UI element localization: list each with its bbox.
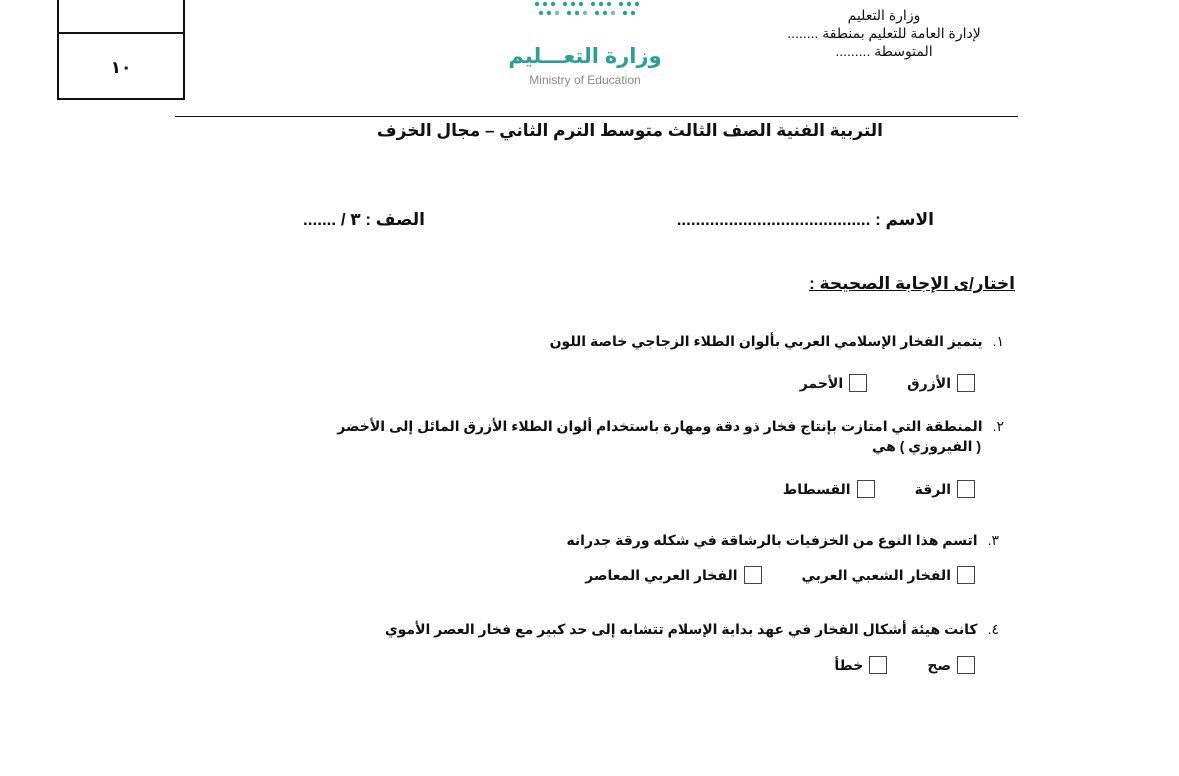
option-2a[interactable] bbox=[915, 480, 975, 498]
score-box-divider bbox=[59, 32, 183, 34]
option-label: صح bbox=[927, 656, 951, 673]
total-score: ١٠ bbox=[110, 58, 132, 77]
question-3-options bbox=[585, 566, 975, 584]
option-label: الأزرق bbox=[907, 374, 951, 391]
instruction: اختار/ى الإجابة الصحيحة : bbox=[809, 274, 1015, 293]
score-box bbox=[57, 0, 185, 100]
subject-title: التربية الفنية الصف الثالث متوسط الترم الثاني – مجال الخزف bbox=[376, 121, 883, 140]
checkbox[interactable] bbox=[857, 480, 875, 498]
option-label: الفخار الشعبي العربي bbox=[801, 566, 951, 583]
logo-arabic-text: وزارة التعـــليم bbox=[508, 45, 662, 68]
option-label: خطأ bbox=[834, 656, 864, 673]
question-3 bbox=[566, 532, 999, 549]
logo-english-text: Ministry of Education bbox=[529, 73, 641, 87]
logo-dots-icon bbox=[525, 0, 645, 24]
ministry-logo bbox=[495, 0, 675, 94]
option-4b[interactable] bbox=[834, 656, 887, 674]
option-label: الأحمر bbox=[799, 374, 844, 391]
option-1b[interactable] bbox=[800, 374, 867, 392]
checkbox[interactable] bbox=[957, 480, 975, 498]
question-4-text: كانت هيئة أشكال الفخار في عهد بداية الإسلام تتشابه إلى حد كبير مع فخار العصر الأموي bbox=[384, 621, 978, 637]
option-4a[interactable] bbox=[927, 656, 975, 674]
question-2-options bbox=[783, 480, 975, 498]
option-label: الفخار العربي المعاصر bbox=[585, 566, 738, 583]
question-1-options bbox=[800, 374, 975, 392]
admin-region: لإدارة العامة للتعليم بمنطقة ........ bbox=[787, 25, 981, 41]
question-4 bbox=[385, 621, 999, 638]
checkbox[interactable] bbox=[869, 656, 887, 674]
student-name-field: الاسم : ......................................... bbox=[676, 210, 934, 229]
question-2-text: المنطقة التي امتازت بإنتاج فخار ذو دقة ومهارة باستخدام ألوان الطلاء الأزرق المائل إلى الأخضر bbox=[337, 418, 983, 434]
option-3b[interactable] bbox=[585, 566, 761, 584]
question-2 bbox=[337, 418, 1004, 435]
header-divider bbox=[175, 116, 1018, 117]
question-3-text: اتسم هذا النوع من الخزفيات بالرشاقة في شكله ورقة جدرانه bbox=[566, 532, 978, 548]
question-1-number: ١. bbox=[992, 333, 1004, 349]
question-1 bbox=[550, 333, 1004, 350]
question-1-text: يتميز الفخار الإسلامي العربي بألوان الطلاء الزجاجي خاصة اللون bbox=[549, 333, 983, 349]
question-4-number: ٤. bbox=[987, 621, 999, 637]
question-2-number: ٢. bbox=[992, 418, 1004, 434]
question-2-line2: ( الفيروزي ) هي bbox=[871, 438, 981, 454]
checkbox[interactable] bbox=[957, 374, 975, 392]
option-label: القسطاط bbox=[782, 480, 851, 497]
option-2b[interactable] bbox=[783, 480, 875, 498]
question-3-number: ٣. bbox=[987, 532, 999, 548]
checkbox[interactable] bbox=[957, 656, 975, 674]
ministry-name: وزارة التعليم bbox=[847, 7, 921, 23]
option-label: الرقة bbox=[914, 480, 951, 497]
question-4-options bbox=[834, 656, 975, 674]
school-header bbox=[744, 6, 1024, 60]
checkbox[interactable] bbox=[744, 566, 762, 584]
option-1a[interactable] bbox=[907, 374, 975, 392]
option-3a[interactable] bbox=[802, 566, 976, 584]
checkbox[interactable] bbox=[849, 374, 867, 392]
checkbox[interactable] bbox=[957, 566, 975, 584]
student-class-field: الصف : ٣ / ....... bbox=[303, 210, 425, 229]
school-name: المتوسطة ......... bbox=[835, 43, 933, 59]
